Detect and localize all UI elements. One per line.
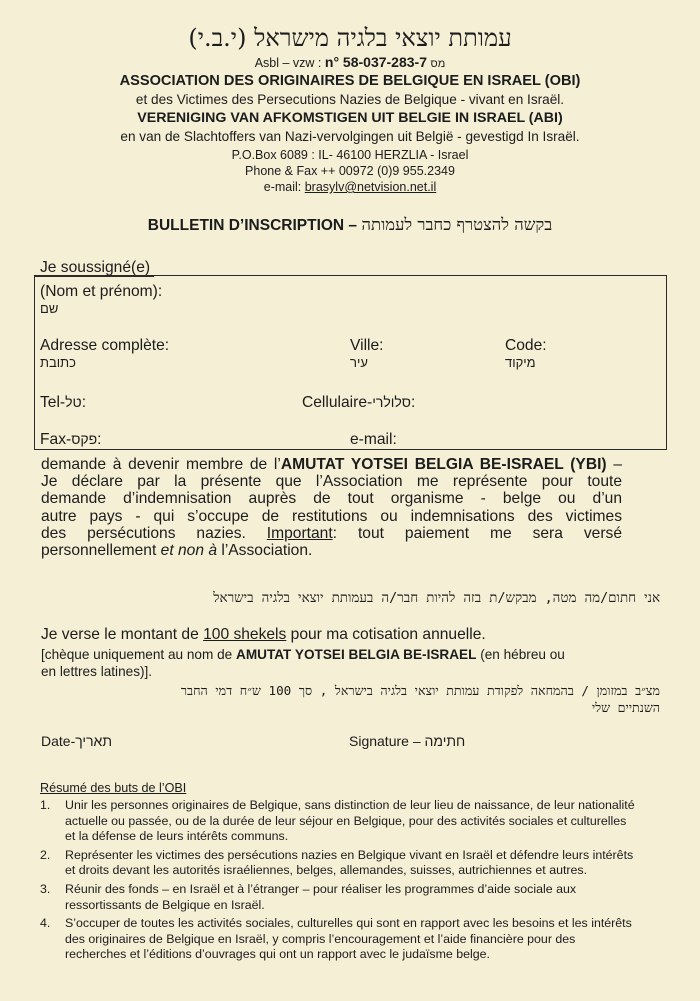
cellular-field[interactable] [435,390,660,414]
goal-number: 1. [40,798,51,812]
org-name-fr: ASSOCIATION DES ORIGINAIRES DE BELGIQUE EN ISRAEL (OBI) [119,73,581,89]
date-label [41,733,112,749]
declaration-line: demande d’indemnisation auprès de tout organisme - belge ou d’un [41,490,622,508]
goal-item [40,916,640,963]
po-box: P.O.Box 6089 : IL- 46100 HERZLIA - Israel [231,148,469,162]
je-soussigne-label: Je soussigné(e) [40,259,151,276]
city-field[interactable] [395,337,495,373]
signature-label-fr: Signature – [349,733,425,749]
name-field[interactable] [190,283,660,319]
fax-label-he: פקס [71,431,98,447]
payment-line [41,626,486,644]
bulletin-title [0,215,700,235]
goal-text: Représenter les victimes des persécutions nazies en Belgique vivant en Israël et défendre leurs intérêts et droits devant les autorités israéliennes, belges, allemandes, suisses, autrichiennes et autres. [65,847,634,878]
phone-fax: Phone & Fax ++ 00972 (0)9 955.2349 [245,164,455,178]
cheque-note [41,647,565,662]
declaration-text: des persécutions nazies. [41,524,267,542]
date-field[interactable] [130,728,330,750]
fax-label: Fax-פקס: [40,431,102,448]
declaration-line: Je déclare par la présente que l’Association me représente pour toute [41,473,622,491]
tel-label: Tel-טל: [40,394,87,411]
goal-item [40,882,640,913]
association-name: AMUTAT YOTSEI BELGIA BE-ISRAEL (YBI) [280,456,607,473]
asbl-hebrew: מס [430,58,446,70]
org-name-nl: VERENIGING VAN AFKOMSTIGEN UIT BELGIE IN ISRAEL (ABI) [137,110,563,126]
postal-code-label: Code: [505,337,547,354]
declaration-text: l’Association. [217,542,313,560]
goal-item [40,848,640,879]
declaration-hebrew: אני חתום/מה מטה, מבקש/ת בזה להיות חבר/ה בעמותת יוצאי בלגיה בישראל [213,591,660,606]
declaration-line [41,525,622,542]
cellular-label-he: סלולרי [372,394,411,410]
hebrew-org-title: עמותת יוצאי בלגיה מישראל (י.ב.י) [188,24,512,52]
association-name: AMUTAT YOTSEI BELGIA BE-ISRAEL [236,647,477,662]
address-field[interactable] [190,337,340,373]
email-field[interactable] [410,428,660,448]
asbl-line [0,54,700,70]
tel-field[interactable] [100,390,290,414]
org-subtitle-nl: en van de Slachtoffers van Nazi-vervolgingen uit België - gevestigd In Israël. [120,129,580,144]
declaration-line: autre pays - qui s’occupe de restitutions ou indemnisations des victimes [41,507,622,525]
declaration-line [41,542,622,559]
important-label: Important [266,524,333,542]
bulletin-title-fr: BULLETIN D’INSCRIPTION – [147,217,358,234]
amount: 100 shekels [203,626,287,643]
tel-label-he: טל [65,394,82,410]
goal-number: 3. [40,881,51,896]
goal-text: Unir les personnes originaires de Belgique, sans distinction de leur lieu de naissance, de leur nationalité actuelle ou passée, ou de la durée de leur séjour en Belgique, pour des activités sociales et culturelles et la défense de leurs intérêts communs. [65,798,635,844]
signature-label-he: חתימה [424,733,466,749]
fax-field[interactable] [110,428,340,448]
goal-number: 4. [40,916,51,931]
declaration-paragraph [41,456,622,559]
goal-item [40,798,640,845]
postal-code-field[interactable] [560,337,660,373]
date-label-he: תאריך [75,733,113,749]
payment-text: Je verse le montant de [41,626,204,643]
cellular-label: Cellulaire-סלולרי: [302,394,416,411]
asbl-number: n° 58-037-283-7 [324,54,427,70]
signature-field[interactable] [480,728,660,750]
cheque-note-cont: en lettres latines)]. [41,664,153,679]
fax-label-fr: Fax- [40,431,72,448]
city-label-he: עיר [350,355,368,370]
date-label-fr: Date- [41,733,76,749]
email-line [0,180,700,194]
goal-text: Réunir des fonds – en Israël et à l’étranger – pour réaliser les programmes d’aide sociale aux ressortissants de Belgique en Israël. [65,881,577,912]
goal-text: S’occuper de toutes les activités sociales, culturelles qui sont en rapport avec les besoins et les intérêts des originaires de Belgique en Israël, y compris l’encouragement et l’aide financière pour des recherches et l’éditions d’ouvrages qui ont un rapport avec le judaïsme belge. [65,916,632,962]
payment-hebrew-cont: השנתיים שלי [591,700,660,715]
cellular-label-fr: Cellulaire- [302,394,373,411]
email-field-label: e-mail: [350,431,397,448]
postal-code-label-he: מיקוד [505,355,536,370]
address-label-he: כתובת [40,355,76,370]
signature-label [349,733,465,749]
declaration-text: demande à devenir membre de l’ [41,456,281,473]
declaration-text: personnellement [41,542,161,560]
email-link[interactable]: brasylv@netvision.net.il [304,180,437,194]
declaration-text: – [606,456,622,473]
emphasis-text: et non à [160,542,218,560]
declaration-text: : tout paiement me sera versé [332,524,622,542]
email-label: e-mail: [263,180,305,194]
name-label-he: שם [40,301,59,316]
goals-title: Résumé des buts de l’OBI [40,781,187,795]
declaration-line [41,456,622,473]
goal-number: 2. [40,847,51,862]
tel-label-fr: Tel- [40,394,66,411]
city-label: Ville: [350,337,384,354]
asbl-prefix: Asbl – vzw : [254,56,325,70]
cheque-text: (en hébreu ou [476,647,565,662]
name-label: (Nom et prénom): [40,283,163,300]
payment-text: pour ma cotisation annuelle. [286,626,486,643]
goals-list [40,798,640,966]
bulletin-title-he: בקשה להצטרף כחבר לעמותה [361,215,553,234]
org-subtitle-fr: et des Victimes des Persecutions Nazies de Belgique - vivant en Israël. [135,92,565,107]
address-label: Adresse complète: [40,337,170,354]
payment-hebrew: מצ״ב במזומן / בהמחאה לפקודת עמותת יוצאי בלגיה בישראל , סך 100 ש״ח דמי החבר [180,683,660,698]
cheque-text: [chèque uniquement au nom de [41,647,236,662]
